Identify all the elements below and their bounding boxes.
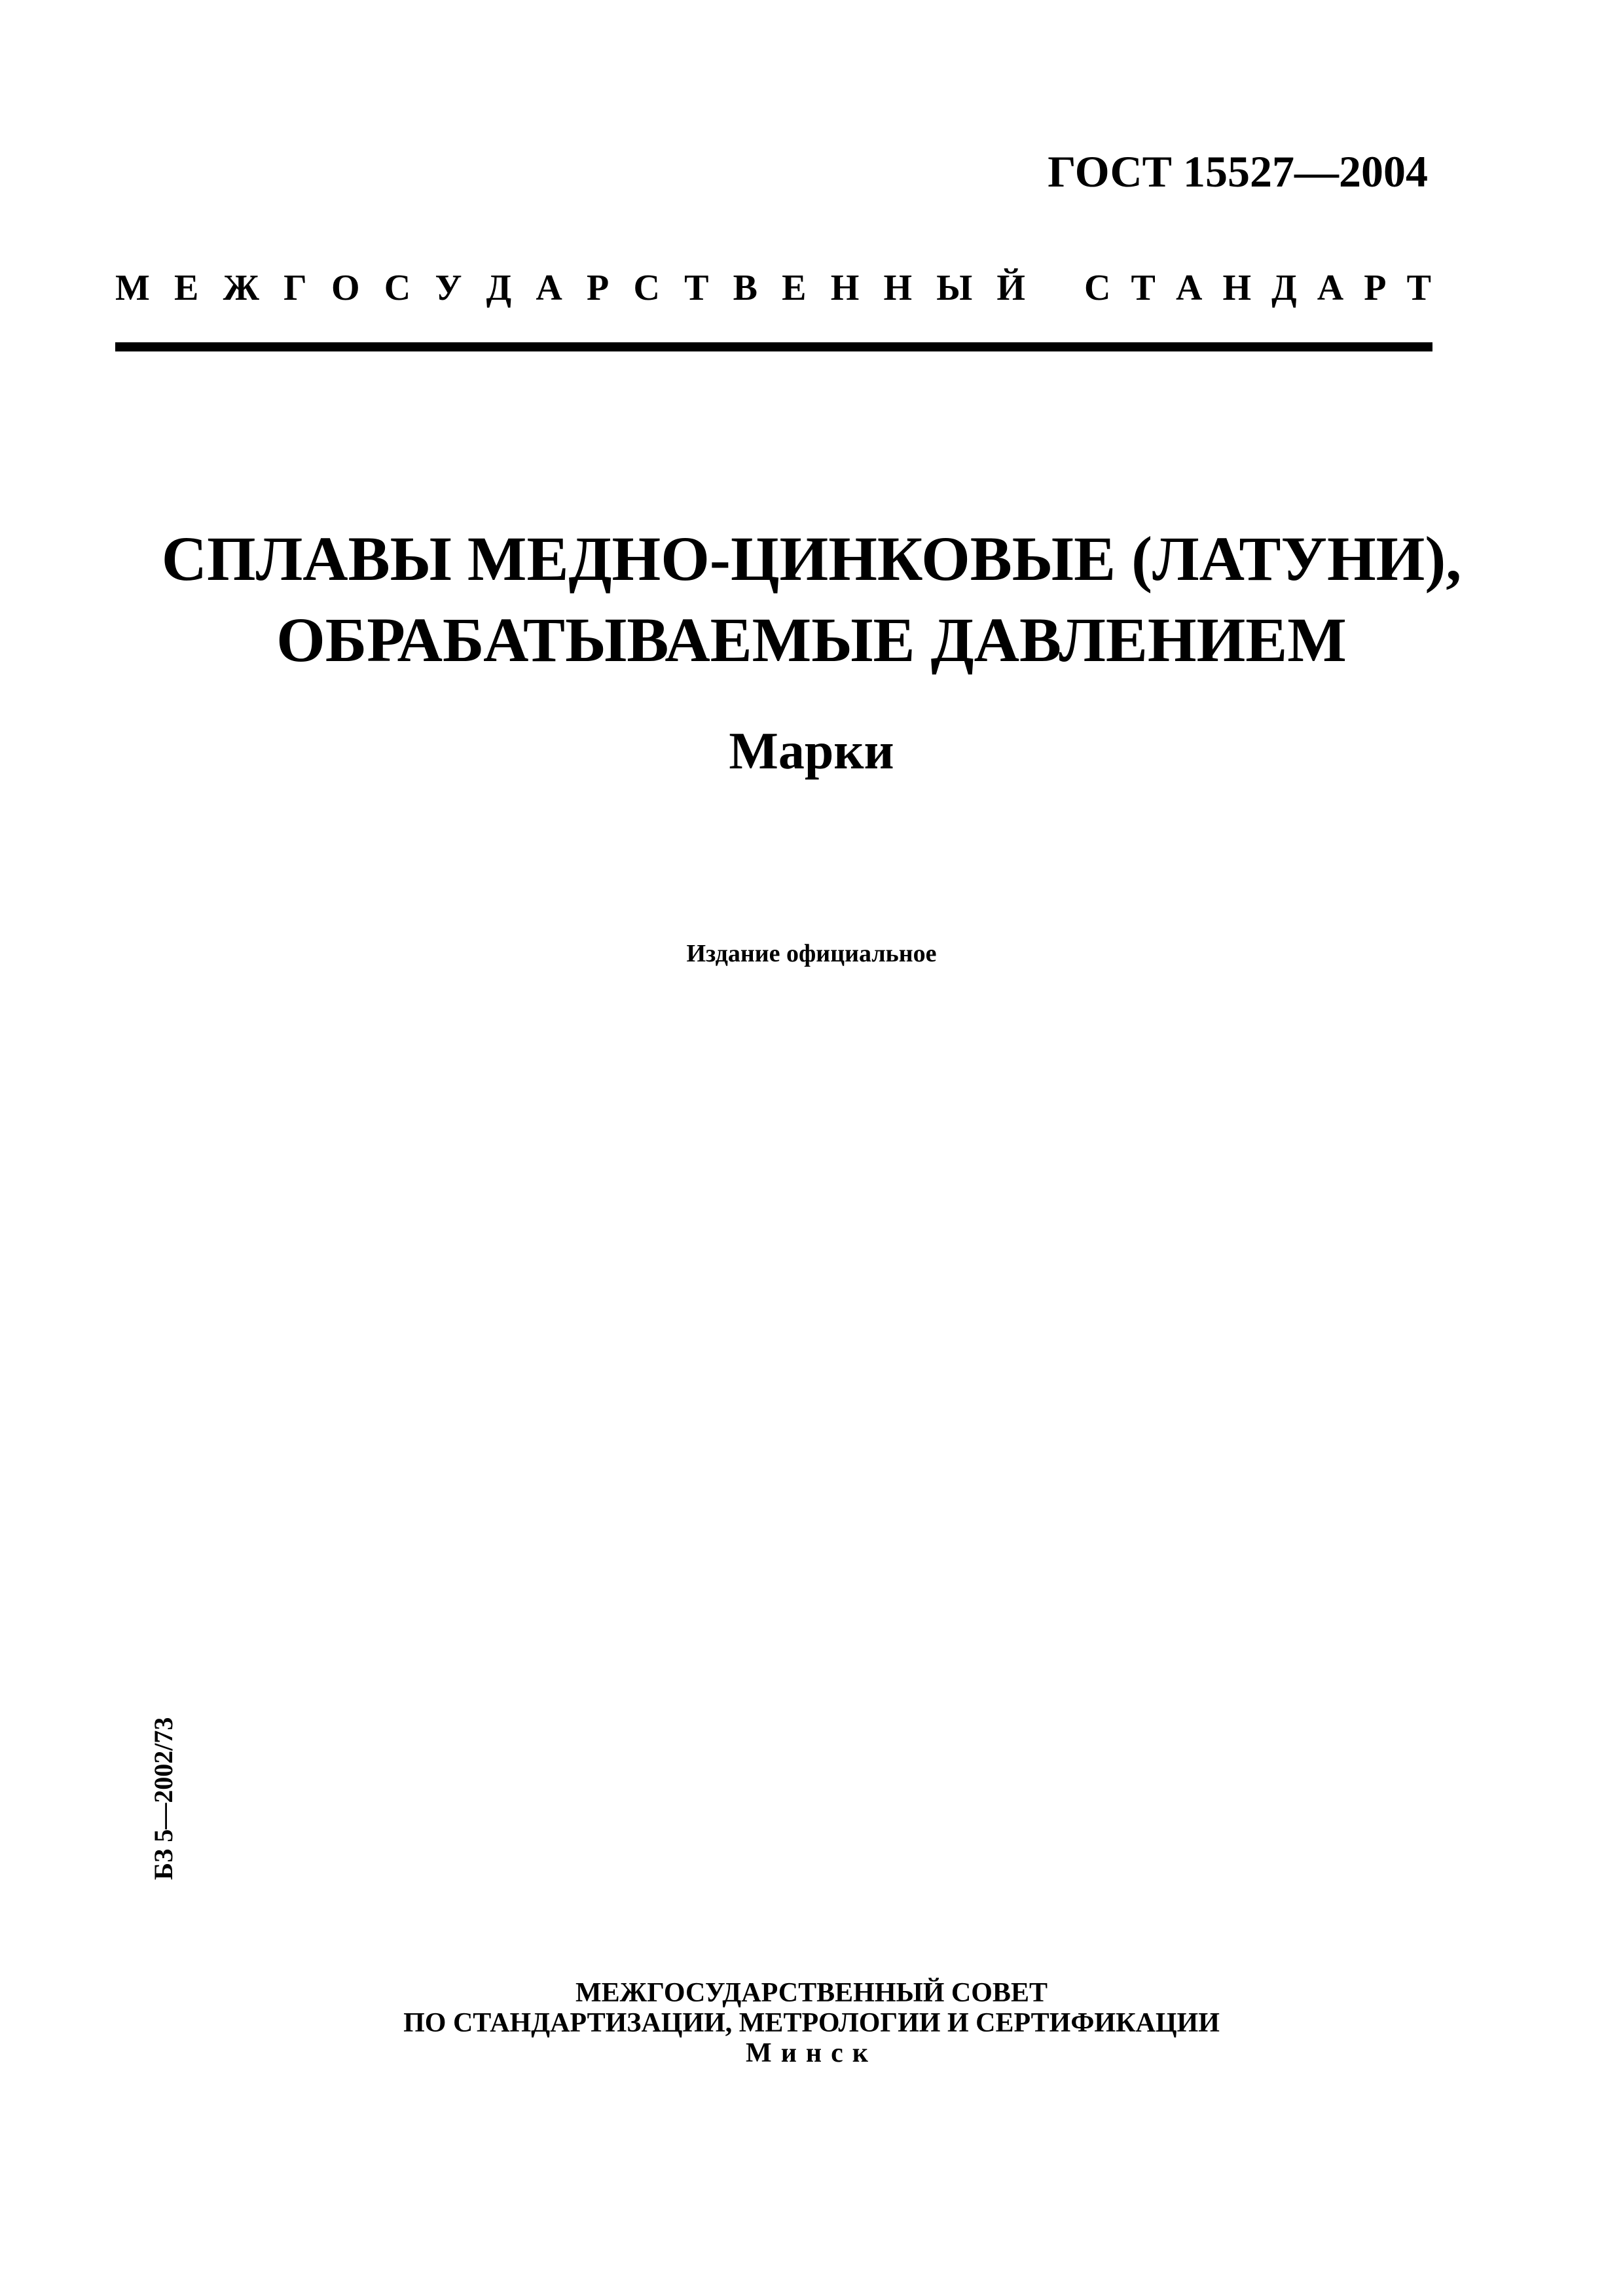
publisher-city: Минск (746, 2038, 877, 2068)
letter: Ы (936, 268, 973, 308)
publisher-block (0, 1978, 1623, 2068)
document-subtitle: Марки (729, 723, 894, 780)
document-number: ГОСТ 15527—2004 (1048, 147, 1428, 196)
letter: А (1317, 268, 1344, 308)
title-line-2: ОБРАБАТЫВАЕМЫЕ ДАВЛЕНИЕМ (276, 605, 1347, 675)
letter: У (435, 268, 462, 308)
letter: Р (1364, 268, 1387, 308)
title-line-1: СПЛАВЫ МЕДНО-ЦИНКОВЫЕ (ЛАТУНИ), (161, 524, 1462, 594)
letter: Е (174, 268, 199, 308)
standard-type-heading (115, 270, 1431, 306)
letter: Т (684, 268, 709, 308)
header-rule (115, 342, 1432, 351)
standard-type-word-standard (1084, 270, 1431, 306)
letter: Д (1271, 268, 1297, 308)
letter: Р (587, 268, 610, 308)
letter: Н (883, 268, 913, 308)
letter: С (384, 268, 411, 308)
letter: А (536, 268, 562, 308)
letter: Е (782, 268, 807, 308)
side-code: БЗ 5—2002/73 (149, 1717, 178, 1880)
letter: О (331, 268, 360, 308)
letter: Й (996, 268, 1025, 308)
letter: Н (1222, 268, 1252, 308)
letter: Н (830, 268, 860, 308)
letter: М (115, 268, 150, 308)
letter: Ж (223, 268, 259, 308)
document-title (0, 518, 1623, 681)
letter: Т (1406, 268, 1431, 308)
publisher-line-1: МЕЖГОСУДАРСТВЕННЫЙ СОВЕТ (575, 1978, 1048, 2008)
letter: С (1084, 268, 1111, 308)
letter: Г (283, 268, 307, 308)
standard-type-word-interstate (115, 270, 1025, 306)
letter: Т (1131, 268, 1156, 308)
letter: А (1175, 268, 1203, 308)
letter: В (733, 268, 757, 308)
publisher-line-2: ПО СТАНДАРТИЗАЦИИ, МЕТРОЛОГИИ И СЕРТИФИКАЦИИ (403, 2008, 1220, 2038)
edition-note: Издание официальное (686, 940, 937, 967)
letter: Д (486, 268, 512, 308)
letter: С (633, 268, 660, 308)
